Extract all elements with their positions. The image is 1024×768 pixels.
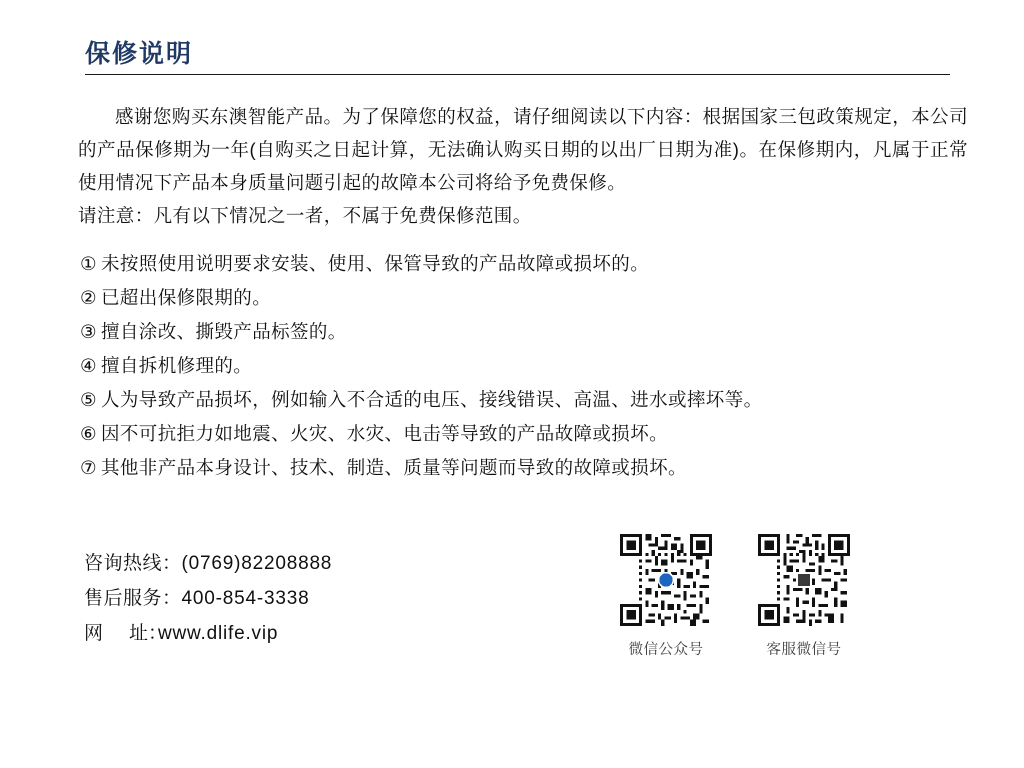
clause-number: ④ — [80, 355, 97, 376]
clause-item — [80, 248, 970, 280]
page-title: 保修说明 — [85, 40, 194, 68]
contact-hotline-row — [84, 546, 554, 581]
clause-number: ⑦ — [80, 457, 97, 478]
clause-text: 人为导致产品损坏，例如输入不合适的电压、接线错误、高温、进水或摔坏等。 — [101, 389, 763, 410]
qr-block-customer-service — [758, 534, 850, 659]
clause-item — [80, 316, 970, 348]
title-divider — [85, 74, 950, 75]
clause-item — [80, 418, 970, 450]
clause-number: ⑥ — [80, 423, 97, 444]
service-label: 售后服务： — [84, 588, 182, 609]
qr-caption: 微信公众号 — [628, 642, 704, 658]
clause-text: 未按照使用说明要求安装、使用、保管导致的产品故障或损坏的。 — [101, 253, 650, 274]
wechat-official-account-qr-icon — [620, 534, 712, 626]
contact-block — [84, 546, 554, 651]
qr-block-wechat-official — [620, 534, 712, 659]
hotline-value: (0769)82208888 — [181, 553, 333, 574]
clause-item — [80, 384, 970, 416]
clause-text: 擅自拆机修理的。 — [101, 355, 253, 376]
clause-number: ② — [80, 287, 97, 308]
exclusion-clause-list — [80, 248, 970, 486]
website-value: www.dlife.vip — [158, 623, 279, 644]
intro-paragraphs — [78, 100, 968, 232]
clause-number: ① — [80, 253, 97, 274]
contact-service-row — [84, 581, 554, 616]
clause-number: ⑤ — [80, 389, 97, 410]
qr-code-area — [620, 534, 850, 659]
intro-paragraph-1: 感谢您购买东澳智能产品。为了保障您的权益，请仔细阅读以下内容：根据国家三包政策规定，本公司的产品保修期为一年(自购买之日起计算，无法确认购买日期的以出厂日期为准)。在保修期内，凡属于正常使用情况下产品本身质量问题引起的故障本公司将给予免费保修。 — [78, 106, 968, 193]
website-label — [84, 616, 168, 651]
clause-text: 因不可抗拒力如地震、火灾、水灾、电击等导致的产品故障或损坏。 — [101, 423, 669, 444]
qr-caption: 客服微信号 — [766, 642, 842, 658]
website-label-start: 网 — [84, 623, 104, 644]
page-title-block — [85, 38, 950, 75]
hotline-label: 咨询热线： — [84, 553, 182, 574]
clause-number: ③ — [80, 321, 97, 342]
clause-text: 其他非产品本身设计、技术、制造、质量等问题而导致的故障或损坏。 — [101, 457, 687, 478]
service-value: 400-854-3338 — [181, 588, 310, 609]
clause-text: 已超出保修限期的。 — [101, 287, 272, 308]
clause-item — [80, 452, 970, 484]
contact-website-row — [84, 616, 554, 651]
website-label-end: 址： — [129, 623, 168, 644]
intro-paragraph-2: 请注意：凡有以下情况之一者，不属于免费保修范围。 — [78, 205, 532, 226]
customer-service-wechat-qr-icon — [758, 534, 850, 626]
clause-item — [80, 282, 970, 314]
clause-item — [80, 350, 970, 382]
clause-text: 擅自涂改、撕毁产品标签的。 — [101, 321, 347, 342]
